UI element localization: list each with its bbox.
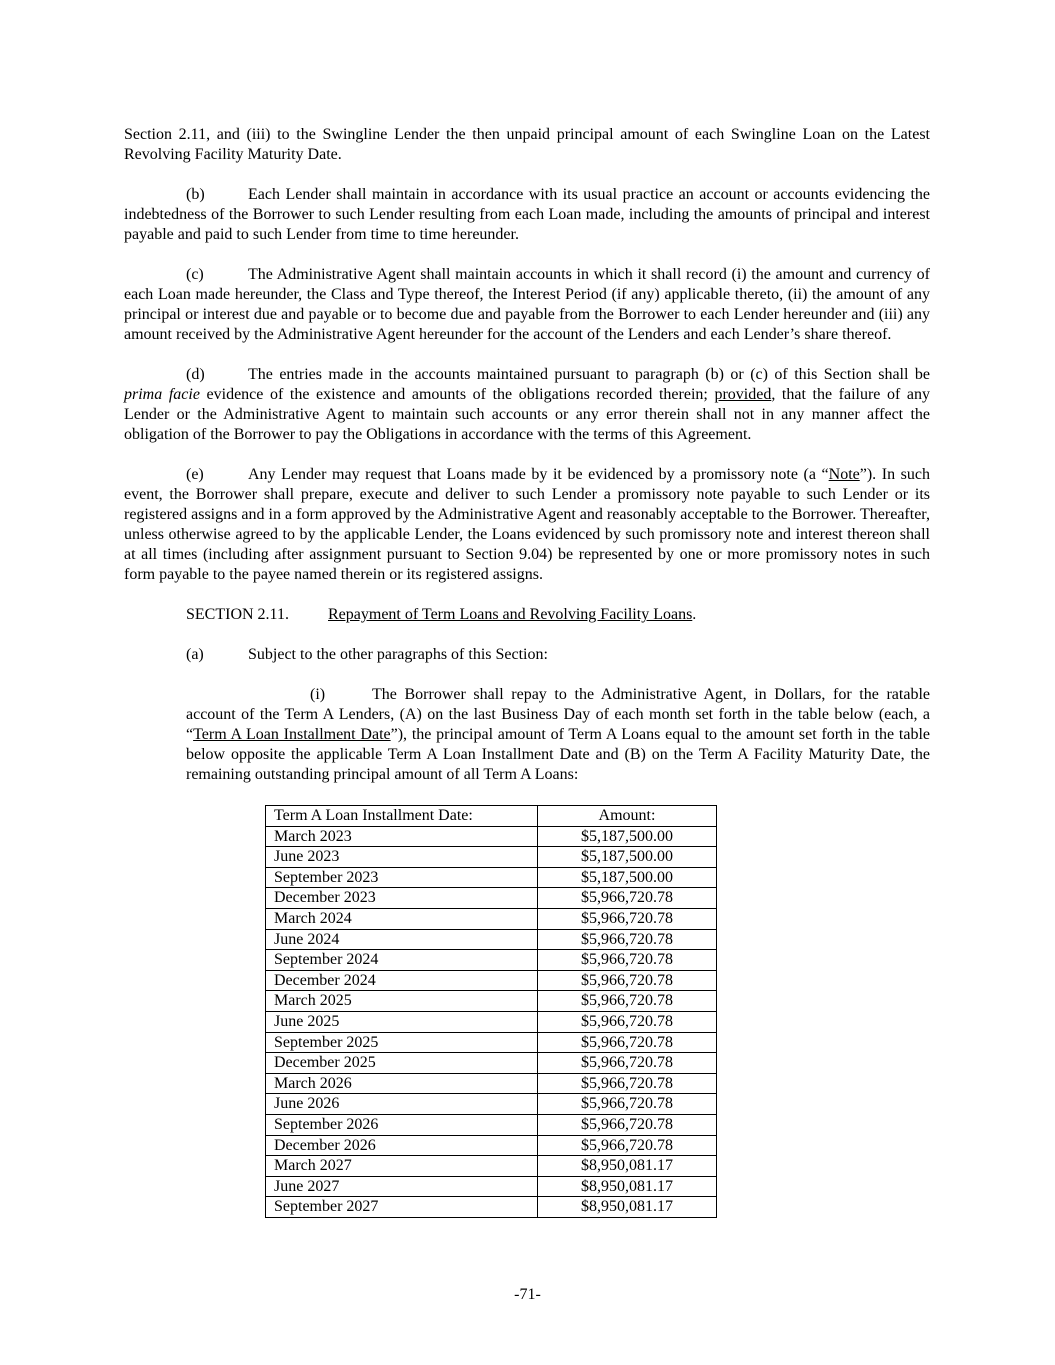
paragraph-d-text-2: evidence of the existence and amounts of the obligations recorded therein;	[199, 386, 715, 403]
section-title: Repayment of Term Loans and Revolving Facility Loans	[328, 606, 693, 623]
paragraph-c-label: (c)	[186, 266, 204, 283]
installment-amount-cell: $5,187,500.00	[538, 826, 717, 847]
installment-date-cell: December 2023	[266, 888, 538, 909]
paragraph-b-text: Each Lender shall maintain in accordance with its usual practice an account or accounts evidencing the indebtedness of the Borrower to such Lender resulting from each Loan made, including the amounts of principal and interest payable and paid to such Lender from time to time hereunder.	[124, 186, 930, 243]
installment-date-cell: December 2026	[266, 1135, 538, 1156]
installment-amount-cell: $5,966,720.78	[538, 1135, 717, 1156]
header-amount: Amount:	[538, 806, 717, 827]
paragraph-d	[124, 365, 930, 445]
subparagraph-i-text-2: ”), the principal amount of Term A Loans equal to the amount set forth in the table below opposite the applicable Term A Loan Installment Date and (B) on the Term A Facility Maturity Date, the remaining outstanding principal amount of all Term A Loans:	[186, 726, 931, 783]
installment-date-cell: September 2026	[266, 1114, 538, 1135]
paragraph-e-label: (e)	[186, 466, 204, 483]
table-row	[266, 1073, 717, 1094]
installment-date-cell: June 2026	[266, 1094, 538, 1115]
subparagraph-i-text-1: The Borrower shall repay to the Administrative Agent, in Dollars, for the ratable account of the Term A Lenders, (A) on the last Business Day of each month set forth in the table below (each, a “	[186, 686, 930, 743]
installment-schedule-table	[265, 805, 717, 1218]
installment-amount-cell: $8,950,081.17	[538, 1197, 717, 1218]
paragraph-e-text-2: ”). In such event, the Borrower shall prepare, execute and deliver to such Lender a promissory note payable to such Lender or its registered assigns and in a form approved by the Administrative Agent and reasonably acceptable to the Borrower. Thereafter, unless otherwise agreed to by the applicable Lender, the Loans evidenced by such promissory note and interest thereon shall at all times (including after assignment pursuant to Section 9.04) be represented by one or more promissory notes in such form payable to the payee named therein or its registered assigns.	[124, 466, 930, 583]
installment-date-cell: December 2024	[266, 970, 538, 991]
table-row	[266, 1053, 717, 1074]
installment-amount-cell: $5,187,500.00	[538, 867, 717, 888]
paragraph-d-text-3: , that the failure of any Lender or the Administrative Agent to maintain such accounts or any error therein shall not in any manner affect the obligation of the Borrower to pay the Obligations in accordance with the terms of this Agreement.	[124, 386, 930, 443]
table-row	[266, 970, 717, 991]
table-row	[266, 1197, 717, 1218]
document-page	[124, 125, 930, 1218]
table-row	[266, 908, 717, 929]
subparagraph-a-label: (a)	[186, 646, 204, 663]
installment-amount-cell: $5,966,720.78	[538, 1053, 717, 1074]
subparagraph-a	[186, 645, 930, 665]
section-heading	[186, 605, 930, 625]
header-date: Term A Loan Installment Date:	[266, 806, 538, 827]
installment-date-cell: December 2025	[266, 1053, 538, 1074]
subparagraph-i-defined-term: Term A Loan Installment Date	[193, 726, 391, 743]
installment-amount-cell: $5,966,720.78	[538, 970, 717, 991]
section-title-period: .	[692, 606, 697, 623]
installment-date-cell: March 2025	[266, 991, 538, 1012]
installment-date-cell: March 2023	[266, 826, 538, 847]
table-row	[266, 1011, 717, 1032]
installment-date-cell: September 2025	[266, 1032, 538, 1053]
paragraph-d-italic: prima facie	[124, 386, 200, 403]
table-row	[266, 950, 717, 971]
paragraph-d-label: (d)	[186, 366, 205, 383]
installment-amount-cell: $5,966,720.78	[538, 929, 717, 950]
installment-amount-cell: $5,966,720.78	[538, 1011, 717, 1032]
table-row	[266, 1156, 717, 1177]
section-number: SECTION 2.11.	[186, 606, 289, 623]
paragraph-e	[124, 465, 930, 585]
subparagraph-i-label: (i)	[310, 686, 326, 703]
table-row	[266, 991, 717, 1012]
installment-date-cell: September 2024	[266, 950, 538, 971]
table-row	[266, 1135, 717, 1156]
installment-amount-cell: $5,966,720.78	[538, 991, 717, 1012]
paragraph-intro: Section 2.11, and (iii) to the Swingline Lender the then unpaid principal amount of each Swingline Loan on the Latest Revolving Facility Maturity Date.	[124, 126, 930, 163]
installment-date-cell: March 2026	[266, 1073, 538, 1094]
installment-date-cell: September 2027	[266, 1197, 538, 1218]
table-row	[266, 1176, 717, 1197]
installment-date-cell: June 2024	[266, 929, 538, 950]
paragraph-d-text-1: The entries made in the accounts maintained pursuant to paragraph (b) or (c) of this Section shall be	[248, 366, 930, 383]
paragraph-c-text: The Administrative Agent shall maintain accounts in which it shall record (i) the amount and currency of each Loan made hereunder, the Class and Type thereof, the Interest Period (if any) applicable thereto, (ii) the amount of any principal or interest due and payable or to become due and payable from the Borrower to each Lender hereunder and (iii) any amount received by the Administrative Agent hereunder for the account of the Lenders and each Lender’s share thereof.	[124, 266, 930, 343]
table-header-row	[266, 806, 717, 827]
installment-date-cell: June 2023	[266, 847, 538, 868]
paragraph-b	[124, 185, 930, 245]
subparagraph-i	[186, 685, 930, 785]
installment-amount-cell: $5,966,720.78	[538, 1114, 717, 1135]
table-row	[266, 847, 717, 868]
installment-amount-cell: $5,966,720.78	[538, 888, 717, 909]
installment-amount-cell: $5,966,720.78	[538, 908, 717, 929]
installment-amount-cell: $5,966,720.78	[538, 1073, 717, 1094]
table-row	[266, 1094, 717, 1115]
table-row	[266, 929, 717, 950]
paragraph-d-provided: provided	[714, 386, 772, 403]
paragraph-e-note-term: Note	[828, 466, 860, 483]
installment-amount-cell: $5,966,720.78	[538, 1094, 717, 1115]
installment-amount-cell: $8,950,081.17	[538, 1176, 717, 1197]
table-row	[266, 888, 717, 909]
paragraph-c	[124, 265, 930, 345]
subparagraph-a-text: Subject to the other paragraphs of this Section:	[248, 646, 548, 663]
installment-date-cell: March 2024	[266, 908, 538, 929]
installment-date-cell: September 2023	[266, 867, 538, 888]
installment-date-cell: June 2027	[266, 1176, 538, 1197]
page-number: -71-	[514, 1286, 541, 1303]
installment-date-cell: March 2027	[266, 1156, 538, 1177]
installment-date-cell: June 2025	[266, 1011, 538, 1032]
installment-amount-cell: $8,950,081.17	[538, 1156, 717, 1177]
installment-amount-cell: $5,966,720.78	[538, 1032, 717, 1053]
installment-amount-cell: $5,187,500.00	[538, 847, 717, 868]
table-row	[266, 1114, 717, 1135]
table-row	[266, 826, 717, 847]
table-row	[266, 1032, 717, 1053]
installment-amount-cell: $5,966,720.78	[538, 950, 717, 971]
paragraph-e-text-1: Any Lender may request that Loans made by it be evidenced by a promissory note (a “	[248, 466, 829, 483]
table-row	[266, 867, 717, 888]
paragraph-b-label: (b)	[186, 186, 205, 203]
